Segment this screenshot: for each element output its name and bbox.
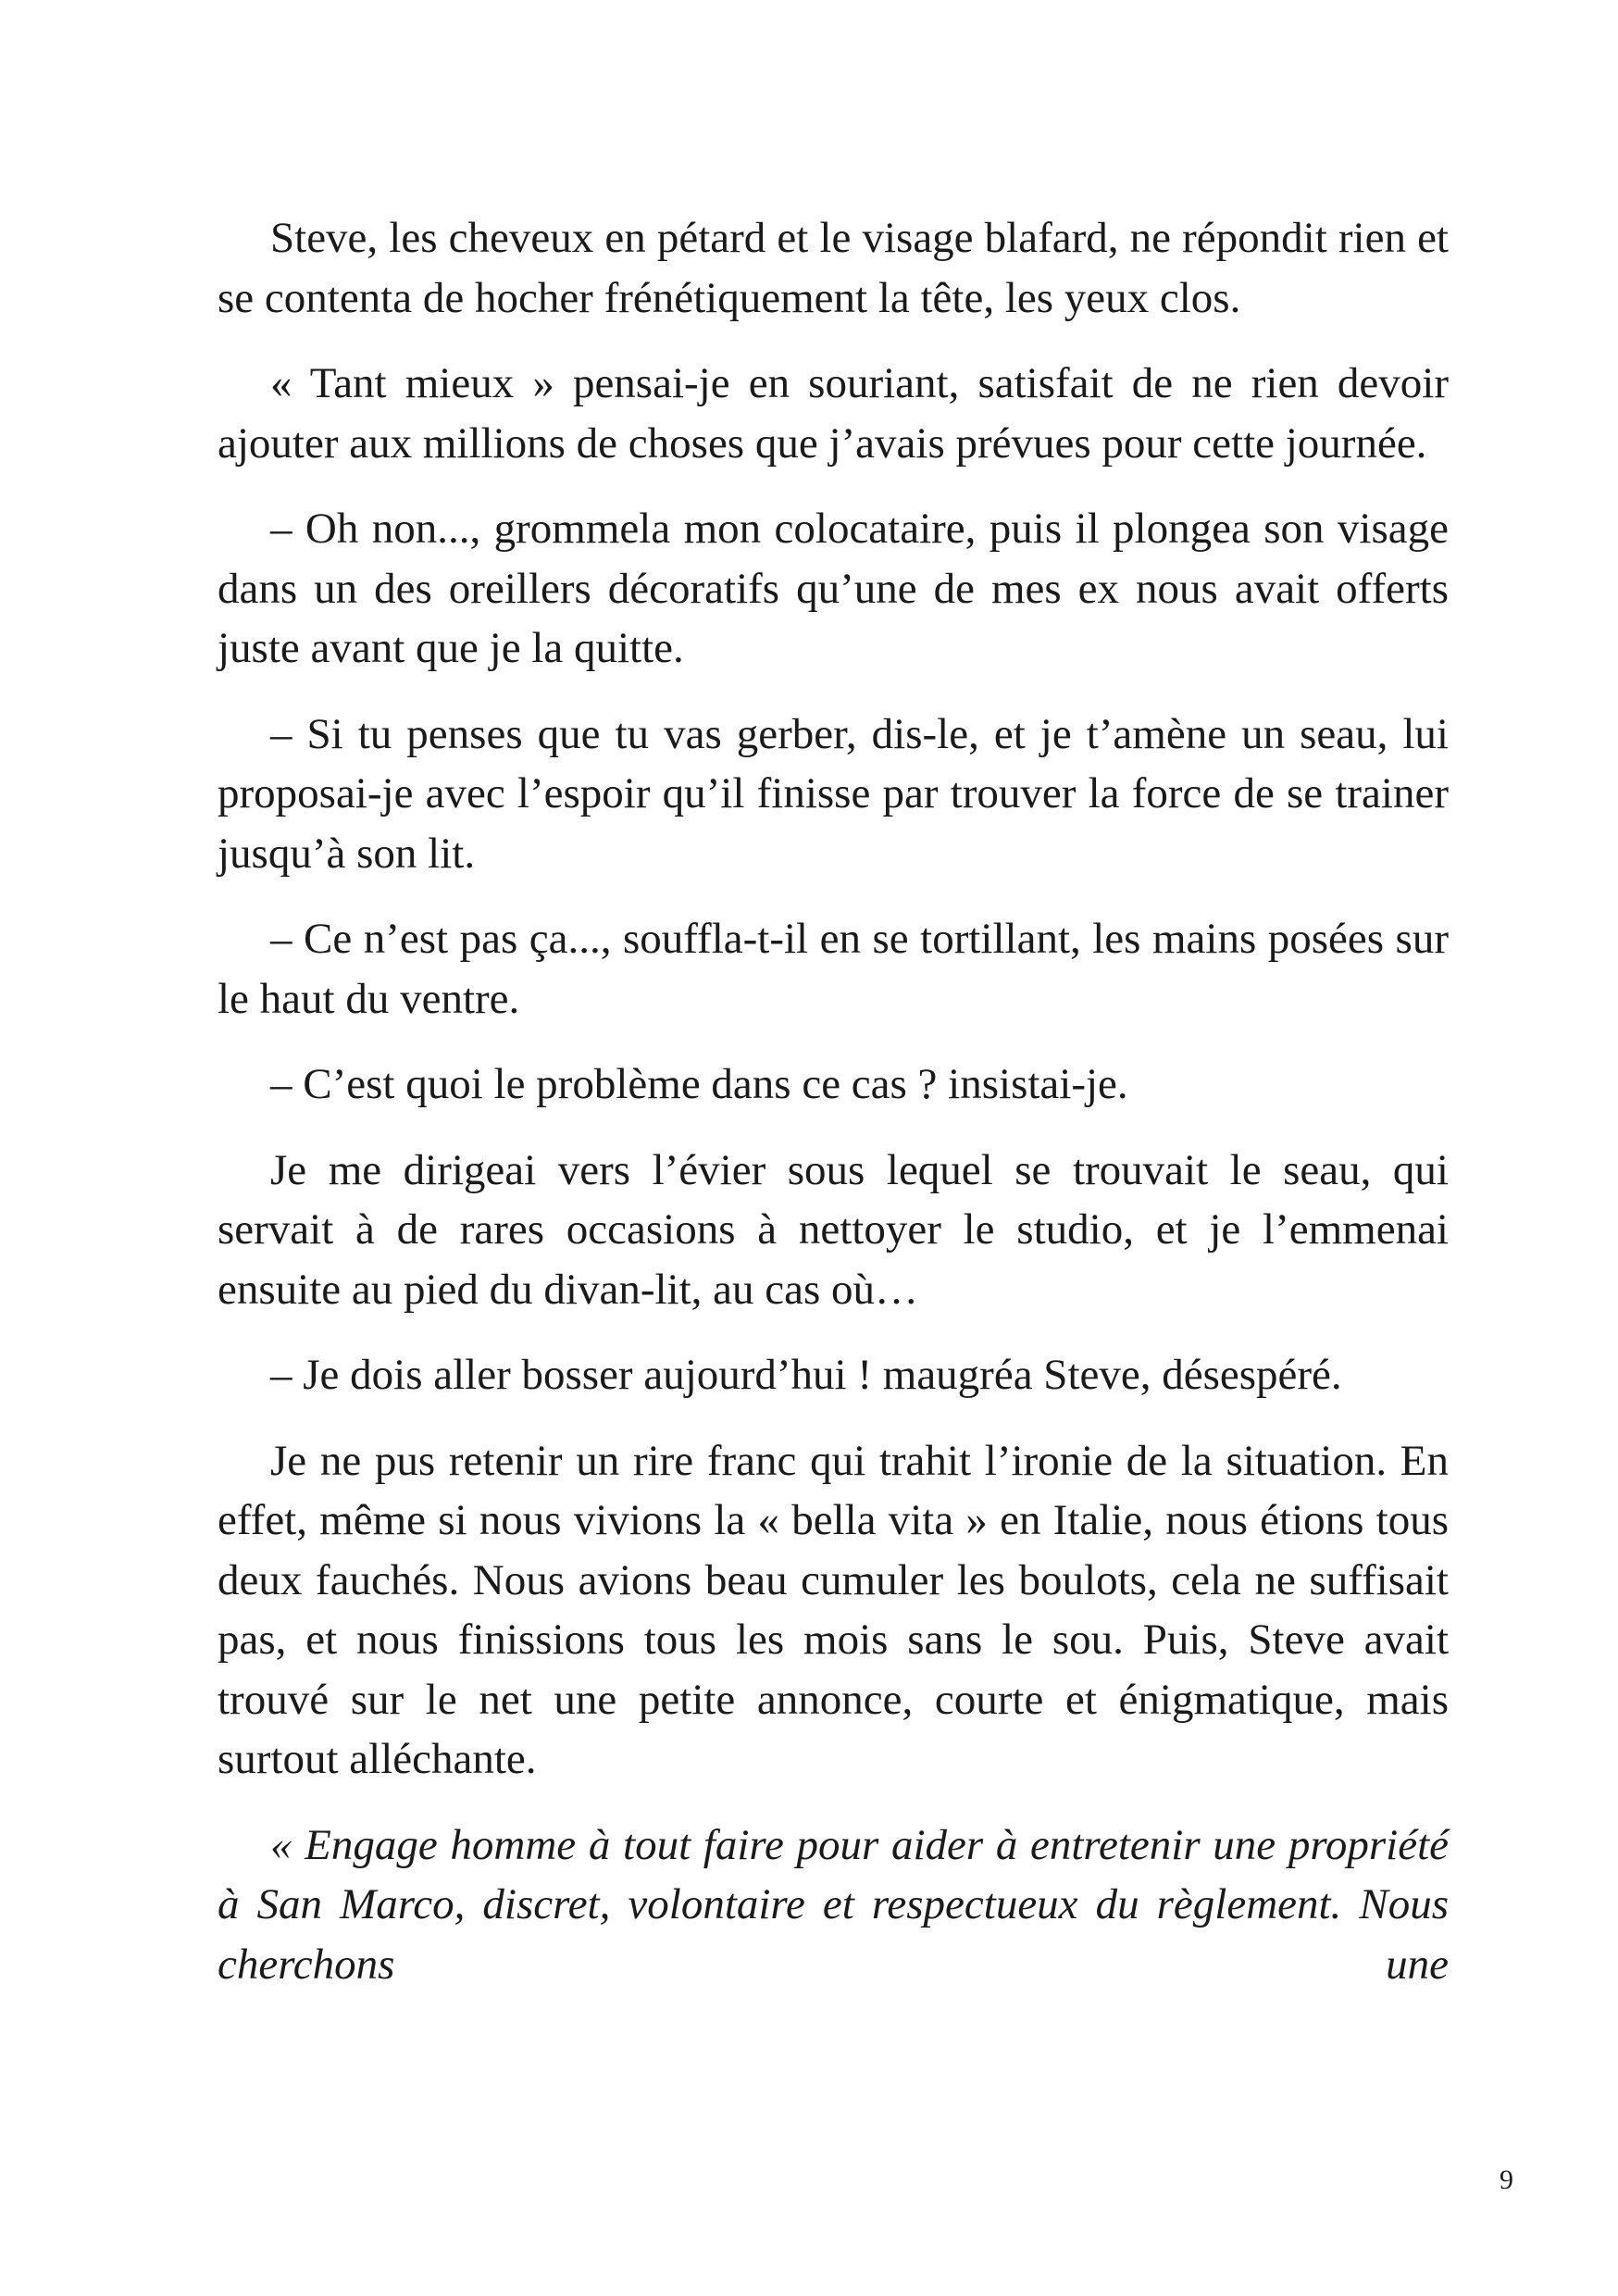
quoted-advertisement: « Engage homme à tout faire pour aider à entretenir une propriété à San Marco, discret, volontaire et respectueux du règlement. Nous cherchons une — [218, 1820, 1449, 1989]
dialogue-paragraph: – Ce n’est pas ça..., souffla-t-il en se tortillant, les mains posées sur le haut du ventre. — [218, 915, 1449, 1023]
dialogue-paragraph: – Oh non..., grommela mon colocataire, puis il plongea son visage dans un des oreillers décoratifs qu’une de mes ex nous avait offerts juste avant que je la quitte. — [218, 505, 1449, 672]
paragraph: « Tant mieux » pensai-je en souriant, satisfait de ne rien devoir ajouter aux millions de choses que j’avais prévues pour cette journée. — [218, 359, 1449, 468]
dialogue-paragraph: – C’est quoi le problème dans ce cas ? insistai-je. — [270, 1060, 1128, 1108]
page-number: 9 — [1500, 2165, 1513, 2195]
paragraph: Je me dirigeai vers l’évier sous lequel se trouvait le seau, qui servait à de rares occasions à nettoyer le studio, et je l’emmenai ensuite au pied du divan-lit, au cas où… — [218, 1145, 1449, 1314]
body-text — [218, 208, 1449, 2020]
dialogue-paragraph: – Si tu penses que tu vas gerber, dis-le, et je t’amène un seau, lui proposai-je avec l’espoir qu’il finisse par trouver la force de se trainer jusqu’à son lit. — [218, 709, 1449, 878]
paragraph: Steve, les cheveux en pétard et le visage blafard, ne répondit rien et se contenta de hocher frénétiquement la tête, les yeux clos. — [218, 214, 1449, 322]
dialogue-paragraph: – Je dois aller bosser aujourd’hui ! maugréa Steve, désespéré. — [270, 1351, 1342, 1399]
paragraph: Je ne pus retenir un rire franc qui trahit l’ironie de la situation. En effet, même si nous vivions la « bella vita » en Italie, nous étions tous deux fauchés. Nous avions beau cumuler les boulots, cela ne suffisait pas, et nous finissions tous les mois sans le sou. Puis, Steve avait trouvé sur le net une petite annonce, courte et énigmatique, mais surtout alléchante. — [218, 1436, 1449, 1783]
